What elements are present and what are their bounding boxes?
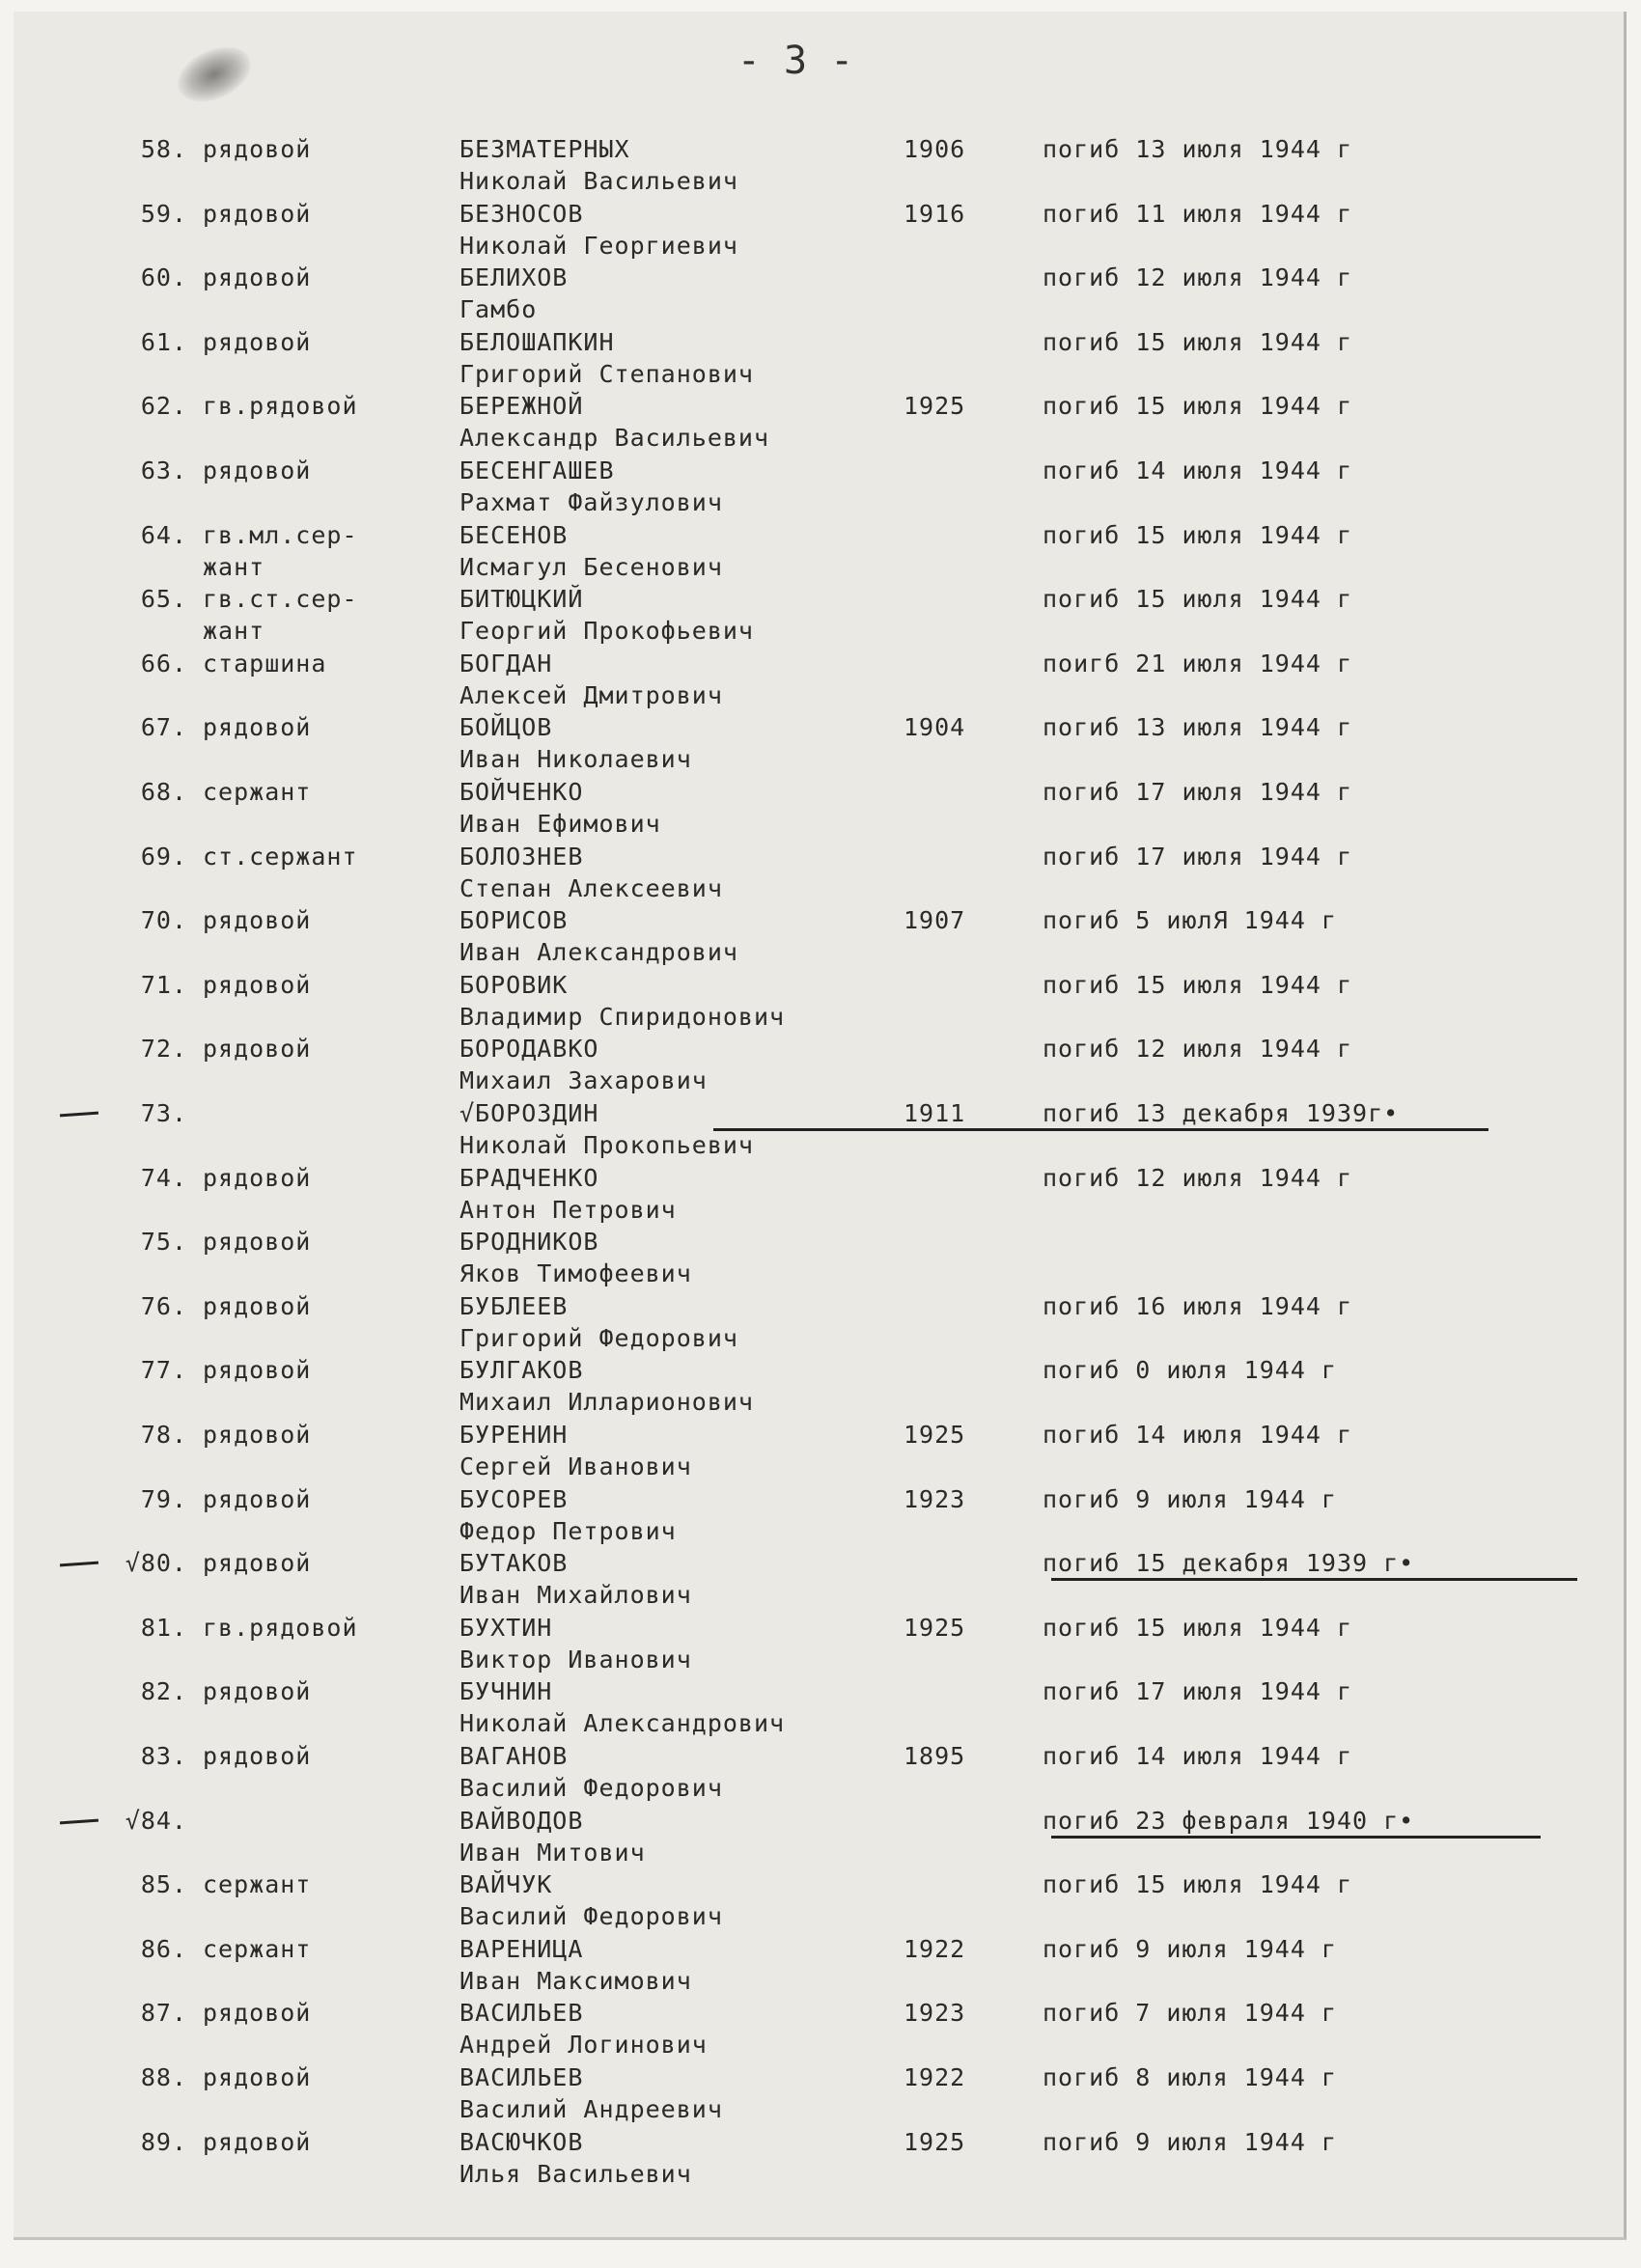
entry-birth-year: 1916 bbox=[904, 199, 966, 228]
entry-number: 66. bbox=[140, 649, 187, 678]
list-item bbox=[14, 328, 1624, 392]
entry-given-name: Владимир Спиридонович bbox=[459, 1002, 786, 1031]
entry-given-name: Андрей Логинович bbox=[459, 2031, 708, 2060]
entry-given-name: Николай Прокопьевич bbox=[459, 1131, 754, 1159]
entry-birth-year: 1925 bbox=[904, 2127, 966, 2156]
entry-given-name: Алексей Дмитрович bbox=[459, 680, 723, 709]
entry-surname: √БОРОЗДИН bbox=[459, 1099, 599, 1127]
entry-given-name: Василий Федорович bbox=[459, 1774, 723, 1802]
entry-status: погиб 13 июля 1944 г bbox=[1043, 135, 1353, 163]
entry-given-name: Федор Петрович bbox=[459, 1516, 677, 1545]
entry-status: погиб 15 июля 1944 г bbox=[1043, 520, 1353, 549]
entry-surname: БУБЛЕЕВ bbox=[459, 1291, 569, 1320]
entry-status: погиб 13 декабря 1939г• bbox=[1043, 1099, 1400, 1127]
entry-number: 61. bbox=[140, 327, 187, 356]
entry-rank: рядовой bbox=[203, 1035, 312, 1064]
entry-status: погиб 12 июля 1944 г bbox=[1043, 263, 1353, 292]
entry-surname: ВАСЮЧКОВ bbox=[459, 2127, 584, 2156]
entry-status: погиб 17 июля 1944 г bbox=[1043, 842, 1353, 871]
list-item bbox=[14, 1485, 1624, 1549]
entry-surname: ВАЙВОДОВ bbox=[459, 1806, 584, 1835]
list-item bbox=[14, 1677, 1624, 1741]
entry-number: 58. bbox=[140, 135, 187, 163]
entry-given-name: Александр Васильевич bbox=[459, 424, 770, 453]
entry-surname: БУТАКОВ bbox=[459, 1549, 569, 1578]
entry-given-name: Рахмат Файзулович bbox=[459, 488, 723, 516]
list-item bbox=[14, 521, 1624, 585]
list-item bbox=[14, 1549, 1624, 1613]
entry-rank: сержант bbox=[203, 778, 312, 806]
entry-rank-continued: жант bbox=[203, 617, 265, 646]
entry-rank: рядовой bbox=[203, 2063, 312, 2091]
entry-status: погиб 23 февраля 1940 г• bbox=[1043, 1806, 1415, 1835]
entry-rank: рядовой bbox=[203, 2127, 312, 2156]
list-item bbox=[14, 650, 1624, 713]
entry-birth-year: 1922 bbox=[904, 1934, 966, 1963]
entry-surname: БЕЗМАТЕРНЫХ bbox=[459, 135, 630, 163]
entry-given-name: Виктор Иванович bbox=[459, 1645, 692, 1673]
entry-rank: рядовой bbox=[203, 135, 312, 163]
entry-number: 68. bbox=[140, 778, 187, 806]
entry-given-name: Иван Ефимович bbox=[459, 810, 661, 838]
list-item bbox=[14, 971, 1624, 1035]
document-page bbox=[14, 12, 1627, 2240]
entry-number: 67. bbox=[140, 713, 187, 742]
entry-rank: рядовой bbox=[203, 1163, 312, 1192]
entry-status: погиб 15 декабря 1939 г• bbox=[1043, 1549, 1415, 1578]
entry-number: 88. bbox=[140, 2063, 187, 2091]
entry-rank: рядовой bbox=[203, 906, 312, 935]
entry-status: погиб 16 июля 1944 г bbox=[1043, 1291, 1353, 1320]
entry-surname: БОРОВИК bbox=[459, 970, 569, 999]
entry-given-name: Иван Николаевич bbox=[459, 745, 692, 774]
entry-number: 69. bbox=[140, 842, 187, 871]
entry-given-name: Гамбо bbox=[459, 295, 538, 324]
list-item bbox=[14, 585, 1624, 649]
entry-rank: гв.рядовой bbox=[203, 392, 358, 421]
entry-birth-year: 1907 bbox=[904, 906, 966, 935]
list-item bbox=[14, 1099, 1624, 1163]
entry-birth-year: 1911 bbox=[904, 1099, 966, 1127]
entry-status: погиб 12 июля 1944 г bbox=[1043, 1035, 1353, 1064]
entry-rank: рядовой bbox=[203, 1356, 312, 1385]
list-item bbox=[14, 713, 1624, 777]
entry-surname: БУХТИН bbox=[459, 1613, 553, 1642]
list-item bbox=[14, 1292, 1624, 1356]
entry-surname: БЕЛОШАПКИН bbox=[459, 327, 615, 356]
entry-number: 89. bbox=[140, 2127, 187, 2156]
entry-rank: рядовой bbox=[203, 1999, 312, 2028]
entry-number: 65. bbox=[140, 585, 187, 614]
entry-given-name: Григорий Федорович bbox=[459, 1323, 738, 1352]
entry-surname: БОГДАН bbox=[459, 649, 553, 678]
entry-surname: БУЛГАКОВ bbox=[459, 1356, 584, 1385]
entry-rank: рядовой bbox=[203, 199, 312, 228]
entry-surname: БЕСЕНОВ bbox=[459, 520, 569, 549]
entry-given-name: Николай Георгиевич bbox=[459, 231, 738, 260]
entry-surname: БУСОРЕВ bbox=[459, 1484, 569, 1513]
list-item bbox=[14, 2063, 1624, 2127]
entry-birth-year: 1925 bbox=[904, 1421, 966, 1449]
entry-number: 73. bbox=[140, 1099, 187, 1127]
list-item bbox=[14, 263, 1624, 327]
entry-status: погиб 9 июля 1944 г bbox=[1043, 1484, 1337, 1513]
entry-given-name: Исмагул Бесенович bbox=[459, 552, 723, 581]
entry-number: 86. bbox=[140, 1934, 187, 1963]
entry-status: погиб 15 июля 1944 г bbox=[1043, 1870, 1353, 1899]
entry-birth-year: 1906 bbox=[904, 135, 966, 163]
entry-rank: гв.мл.сер- bbox=[203, 520, 358, 549]
entry-rank: рядовой bbox=[203, 1484, 312, 1513]
pen-underline bbox=[1051, 1836, 1541, 1839]
entry-surname: БОЙЧЕНКО bbox=[459, 778, 584, 806]
entry-rank: рядовой bbox=[203, 970, 312, 999]
entry-number: 76. bbox=[140, 1291, 187, 1320]
entry-status: поигб 21 июля 1944 г bbox=[1043, 649, 1353, 678]
entry-number: 77. bbox=[140, 1356, 187, 1385]
list-item bbox=[14, 1742, 1624, 1806]
entry-rank-continued: жант bbox=[203, 552, 265, 581]
list-item bbox=[14, 135, 1624, 199]
entry-number: 62. bbox=[140, 392, 187, 421]
entry-surname: ВАРЕНИЦА bbox=[459, 1934, 584, 1963]
entry-birth-year: 1925 bbox=[904, 1613, 966, 1642]
entry-number: 79. bbox=[140, 1484, 187, 1513]
entry-number: √84. bbox=[125, 1806, 187, 1835]
list-item bbox=[14, 456, 1624, 520]
entry-surname: БЕЛИХОВ bbox=[459, 263, 569, 292]
entry-rank: рядовой bbox=[203, 1228, 312, 1257]
entry-status: погиб 15 июля 1944 г bbox=[1043, 585, 1353, 614]
entry-number: 59. bbox=[140, 199, 187, 228]
entry-rank: рядовой bbox=[203, 1421, 312, 1449]
entry-surname: ВАЙЧУК bbox=[459, 1870, 553, 1899]
list-item bbox=[14, 778, 1624, 842]
entry-number: 63. bbox=[140, 456, 187, 484]
entry-surname: БУЧНИН bbox=[459, 1677, 553, 1706]
entry-number: 81. bbox=[140, 1613, 187, 1642]
entry-surname: БЕСЕНГАШЕВ bbox=[459, 456, 615, 484]
entry-rank: рядовой bbox=[203, 1677, 312, 1706]
entry-status: погиб 14 июля 1944 г bbox=[1043, 1742, 1353, 1770]
list-item bbox=[14, 1614, 1624, 1677]
entry-number: 75. bbox=[140, 1228, 187, 1257]
entry-number: 71. bbox=[140, 970, 187, 999]
list-item bbox=[14, 1999, 1624, 2062]
entry-rank: рядовой bbox=[203, 1291, 312, 1320]
entry-number: 83. bbox=[140, 1742, 187, 1770]
entry-given-name: Антон Петрович bbox=[459, 1195, 677, 1224]
entry-rank: рядовой bbox=[203, 1742, 312, 1770]
entry-given-name: Иван Александрович bbox=[459, 938, 738, 967]
entry-status: погиб 14 июля 1944 г bbox=[1043, 456, 1353, 484]
entry-surname: БЕРЕЖНОЙ bbox=[459, 392, 584, 421]
entry-given-name: Николай Васильевич bbox=[459, 167, 738, 195]
list-item bbox=[14, 1935, 1624, 1999]
entry-status: погиб 15 июля 1944 г bbox=[1043, 1613, 1353, 1642]
entry-given-name: Илья Васильевич bbox=[459, 2159, 692, 2188]
list-item bbox=[14, 392, 1624, 456]
list-item bbox=[14, 1228, 1624, 1291]
entry-birth-year: 1925 bbox=[904, 392, 966, 421]
entry-surname: БРОДНИКОВ bbox=[459, 1228, 599, 1257]
entry-rank: рядовой bbox=[203, 713, 312, 742]
entry-status: погиб 12 июля 1944 г bbox=[1043, 1163, 1353, 1192]
entry-status: погиб 8 июля 1944 г bbox=[1043, 2063, 1337, 2091]
entry-given-name: Григорий Степанович bbox=[459, 359, 754, 388]
entry-rank: рядовой bbox=[203, 327, 312, 356]
entry-given-name: Василий Андреевич bbox=[459, 2095, 723, 2123]
entry-birth-year: 1923 bbox=[904, 1999, 966, 2028]
entry-rank: гв.рядовой bbox=[203, 1613, 358, 1642]
pen-underline bbox=[1051, 1578, 1577, 1581]
entry-number: 72. bbox=[140, 1035, 187, 1064]
entry-number: 82. bbox=[140, 1677, 187, 1706]
entry-given-name: Михаил Захарович bbox=[459, 1066, 708, 1095]
entry-given-name: Степан Алексеевич bbox=[459, 873, 723, 902]
entry-rank: сержант bbox=[203, 1934, 312, 1963]
entry-given-name: Иван Митович bbox=[459, 1838, 646, 1867]
list-item bbox=[14, 1807, 1624, 1870]
entry-status: погиб 14 июля 1944 г bbox=[1043, 1421, 1353, 1449]
entry-number: 85. bbox=[140, 1870, 187, 1899]
entry-birth-year: 1923 bbox=[904, 1484, 966, 1513]
list-item bbox=[14, 906, 1624, 970]
entry-surname: ВАГАНОВ bbox=[459, 1742, 569, 1770]
entry-surname: БЕЗНОСОВ bbox=[459, 199, 584, 228]
entry-given-name: Михаил Илларионович bbox=[459, 1388, 754, 1417]
entry-number: 70. bbox=[140, 906, 187, 935]
entry-status: погиб 15 июля 1944 г bbox=[1043, 392, 1353, 421]
entry-given-name: Иван Максимович bbox=[459, 1966, 692, 1995]
entry-birth-year: 1895 bbox=[904, 1742, 966, 1770]
entry-rank: ст.сержант bbox=[203, 842, 358, 871]
entry-status: погиб 7 июля 1944 г bbox=[1043, 1999, 1337, 2028]
entry-given-name: Яков Тимофеевич bbox=[459, 1259, 692, 1288]
entry-surname: БОРОДАВКО bbox=[459, 1035, 599, 1064]
entry-number: √80. bbox=[125, 1549, 187, 1578]
entry-status: погиб 11 июля 1944 г bbox=[1043, 199, 1353, 228]
entry-number: 74. bbox=[140, 1163, 187, 1192]
entry-given-name: Николай Александрович bbox=[459, 1709, 786, 1738]
entry-surname: БОРИСОВ bbox=[459, 906, 569, 935]
entry-rank: рядовой bbox=[203, 456, 312, 484]
entry-status: погиб 9 июля 1944 г bbox=[1043, 2127, 1337, 2156]
entry-given-name: Иван Михайлович bbox=[459, 1581, 692, 1610]
entry-rank: рядовой bbox=[203, 263, 312, 292]
entry-number: 64. bbox=[140, 520, 187, 549]
entry-given-name: Василий Федорович bbox=[459, 1902, 723, 1931]
entry-status: погиб 17 июля 1944 г bbox=[1043, 1677, 1353, 1706]
page-number: - 3 - bbox=[737, 39, 854, 83]
list-item bbox=[14, 2128, 1624, 2192]
list-item bbox=[14, 200, 1624, 263]
entry-given-name: Сергей Иванович bbox=[459, 1452, 692, 1480]
list-item bbox=[14, 1421, 1624, 1484]
entry-status: погиб 5 июлЯ 1944 г bbox=[1043, 906, 1337, 935]
entry-surname: БОЙЦОВ bbox=[459, 713, 553, 742]
entry-number: 60. bbox=[140, 263, 187, 292]
entry-surname: ВАСИЛЬЕВ bbox=[459, 1999, 584, 2028]
entry-status: погиб 15 июля 1944 г bbox=[1043, 327, 1353, 356]
entry-surname: БУРЕНИН bbox=[459, 1421, 569, 1449]
entry-rank: сержант bbox=[203, 1870, 312, 1899]
entry-surname: БОЛОЗНЕВ bbox=[459, 842, 584, 871]
entry-rank: гв.ст.сер- bbox=[203, 585, 358, 614]
entry-status: погиб 0 июля 1944 г bbox=[1043, 1356, 1337, 1385]
entry-surname: БРАДЧЕНКО bbox=[459, 1163, 599, 1192]
entry-status: погиб 9 июля 1944 г bbox=[1043, 1934, 1337, 1963]
entry-birth-year: 1922 bbox=[904, 2063, 966, 2091]
list-item bbox=[14, 1035, 1624, 1098]
entry-rank: старшина bbox=[203, 649, 327, 678]
list-item bbox=[14, 1870, 1624, 1934]
pen-underline bbox=[713, 1128, 1488, 1131]
list-item bbox=[14, 1356, 1624, 1420]
entry-surname: БИТЮЦКИЙ bbox=[459, 585, 584, 614]
entry-surname: ВАСИЛЬЕВ bbox=[459, 2063, 584, 2091]
entry-given-name: Георгий Прокофьевич bbox=[459, 617, 754, 646]
list-item bbox=[14, 1164, 1624, 1228]
entry-status: погиб 17 июля 1944 г bbox=[1043, 778, 1353, 806]
entry-birth-year: 1904 bbox=[904, 713, 966, 742]
entry-number: 78. bbox=[140, 1421, 187, 1449]
entry-rank: рядовой bbox=[203, 1549, 312, 1578]
list-item bbox=[14, 843, 1624, 906]
entry-status: погиб 15 июля 1944 г bbox=[1043, 970, 1353, 999]
entry-status: погиб 13 июля 1944 г bbox=[1043, 713, 1353, 742]
entry-number: 87. bbox=[140, 1999, 187, 2028]
